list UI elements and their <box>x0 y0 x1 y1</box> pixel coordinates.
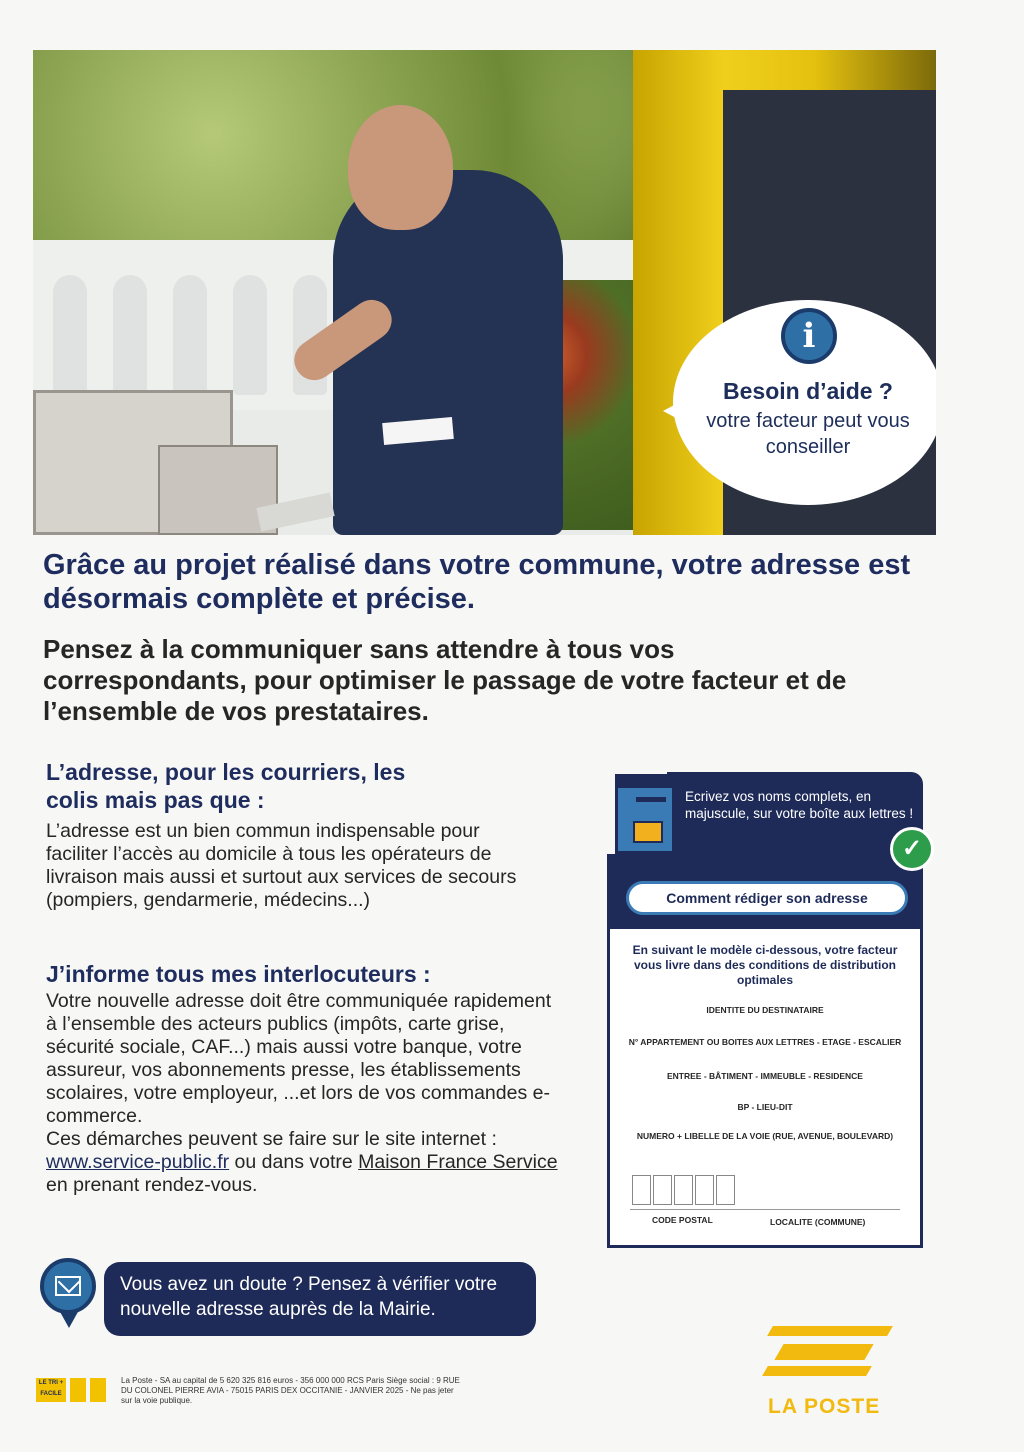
bubble-title: Besoin d’aide ? <box>723 378 893 404</box>
section-title-address: L’adresse, pour les courriers, les colis mais pas que : <box>46 759 406 813</box>
address-line: N° APPARTEMENT OU BOITES AUX LETTRES - ETAGE - ESCALIER <box>628 1037 902 1047</box>
card-header <box>667 772 923 854</box>
info-icon: i <box>781 308 837 364</box>
address-underline <box>630 1209 900 1210</box>
section-title-inform: J’informe tous mes interlocuteurs : <box>46 961 431 987</box>
mailbox-icon <box>615 774 675 854</box>
tri-facile-logo: LE TRI + FACILE <box>36 1378 66 1402</box>
baluster <box>113 275 147 395</box>
inform-text-2: Ces démarches peuvent se faire sur le site internet : <box>46 1128 497 1150</box>
help-bubble <box>673 300 936 505</box>
baluster <box>233 275 267 395</box>
la-poste-logo-icon <box>765 1322 905 1392</box>
la-poste-wordmark: LA POSTE <box>768 1395 881 1418</box>
baluster <box>53 275 87 395</box>
headline: Grâce au projet réalisé dans votre commune, votre adresse est désormais complète et précise. <box>43 549 911 615</box>
card-intro: En suivant le modèle ci-dessous, votre facteur vous livre dans des conditions de distribution optimales <box>632 943 898 987</box>
section-text-inform <box>46 990 566 1197</box>
maison-france-service-link[interactable]: Maison France Service <box>358 1151 558 1173</box>
address-line: ENTREE - BÂTIMENT - IMMEUBLE - RESIDENCE <box>667 1071 863 1081</box>
callout-box <box>104 1262 536 1336</box>
baluster <box>173 275 207 395</box>
recycle-icon <box>70 1378 86 1402</box>
recycling-logos <box>36 1378 106 1402</box>
legal-footer: La Poste - SA au capital de 5 620 325 816 euros - 356 000 000 RCS Paris Siège social : 9 RUE DU COLONEL PIERRE AVIA - 75015 PARIS DEX OCCITANIE - JANVIER 2025 - Ne pas jeter sur la voie publique. <box>121 1376 460 1405</box>
bubble-subtitle: votre facteur peut vous conseiller <box>706 410 910 458</box>
card-frame <box>607 854 923 1248</box>
address-line: IDENTITE DU DESTINATAIRE <box>706 1005 824 1015</box>
address-line: BP - LIEU-DIT <box>737 1102 793 1112</box>
callout-text: Vous avez un doute ? Pensez à vérifier votre nouvelle adresse auprès de la Mairie. <box>120 1274 498 1320</box>
section-text-address: L’adresse est un bien commun indispensable pour faciliter l’accès au domicile à tous les opérateurs de livraison mais aussi et surtout aux services de secours (pompiers, gendarmerie, médecins...) <box>46 820 517 911</box>
postal-code-boxes <box>632 1175 737 1205</box>
card-title: Comment rédiger son adresse <box>626 881 908 915</box>
trash-icon <box>90 1378 106 1402</box>
inform-text-4: en prenant rendez-vous. <box>46 1174 258 1196</box>
check-icon: ✓ <box>890 827 934 871</box>
envelope-pin-icon <box>40 1258 96 1314</box>
inform-text-3: ou dans votre <box>229 1151 359 1173</box>
inform-paragraph: Votre nouvelle adresse doit être communiquée rapidement à l’ensemble des acteurs publics (impôts, carte grise, sécurité sociale, CAF...) mais aussi votre banque, votre assureur, vos abonnements presse, les établissements scolaires, votre employeur, ...et lors de vos commandes e-commerce. <box>46 990 552 1127</box>
locality-label: LOCALITE (COMMUNE) <box>770 1217 866 1227</box>
service-public-link[interactable]: www.service-public.fr <box>46 1151 230 1173</box>
postman-head <box>348 105 453 230</box>
card-header-text: Ecrivez vos noms complets, en majuscule, sur votre boîte aux lettres ! <box>685 789 914 821</box>
address-guide-card <box>607 772 923 1248</box>
mairie-callout <box>40 1258 540 1340</box>
postman <box>333 170 563 535</box>
postal-code-label: CODE POSTAL <box>652 1215 713 1225</box>
address-line: NUMERO + LIBELLE DE LA VOIE (RUE, AVENUE, BOULEVARD) <box>636 1131 894 1141</box>
postman-photo <box>33 50 936 535</box>
subheadline: Pensez à la communiquer sans attendre à tous vos correspondants, pour optimiser le passage de votre facteur et de l’ensemble de vos prestataires. <box>43 634 847 726</box>
